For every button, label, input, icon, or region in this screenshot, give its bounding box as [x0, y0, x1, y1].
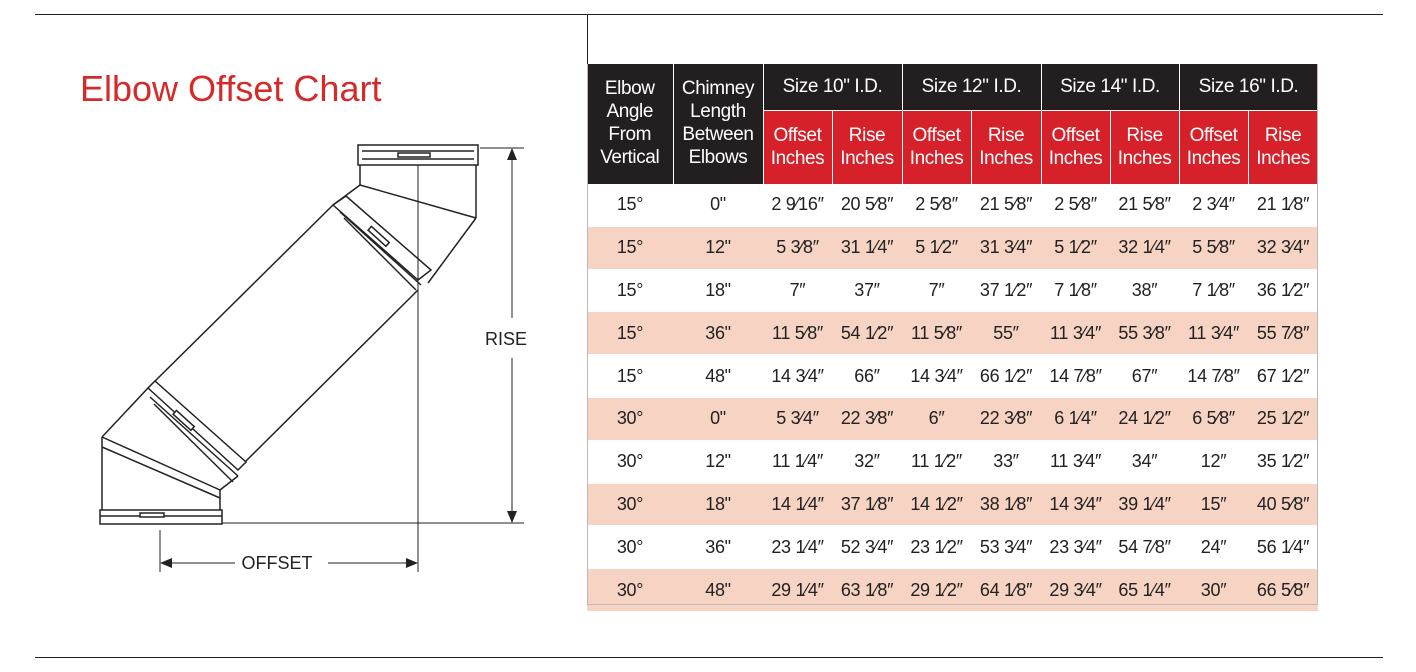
table-cell: 7″	[763, 269, 832, 312]
table-cell: 14 7⁄8″	[1179, 355, 1248, 398]
table-cell: 5 5⁄8″	[1179, 226, 1248, 269]
table-cell: 66 5⁄8″	[1248, 569, 1318, 612]
table-cell: 15°	[587, 269, 673, 312]
subheader-offset: Offset Inches	[902, 111, 971, 185]
table-cell: 67 1⁄2″	[1248, 355, 1318, 398]
table-cell: 23 1⁄4″	[763, 526, 832, 569]
subheader-rise: Rise Inches	[1248, 111, 1318, 185]
table-cell: 7″	[902, 269, 971, 312]
table-cell: 11 3⁄4″	[1041, 312, 1110, 355]
table-cell: 12"	[673, 440, 763, 483]
table-cell: 48"	[673, 355, 763, 398]
table-cell: 31 3⁄4″	[971, 226, 1041, 269]
table-cell: 29 1⁄2″	[902, 569, 971, 612]
table-cell: 0"	[673, 184, 763, 226]
table-cell: 55 7⁄8″	[1248, 312, 1318, 355]
table-cell: 5 1⁄2″	[1041, 226, 1110, 269]
table-cell: 32 1⁄4″	[1110, 226, 1179, 269]
table-cell: 36 1⁄2″	[1248, 269, 1318, 312]
table-cell: 2 3⁄4″	[1179, 184, 1248, 226]
table-cell: 14 1⁄4″	[763, 483, 832, 526]
table-cell: 0"	[673, 397, 763, 440]
table-cell: 2 5⁄8″	[902, 184, 971, 226]
table-cell: 37 1⁄8″	[832, 483, 902, 526]
table-cell: 54 1⁄2″	[832, 312, 902, 355]
header-size-10: Size 10" I.D.	[763, 64, 902, 111]
subheader-rise: Rise Inches	[832, 111, 902, 185]
table-cell: 40 5⁄8″	[1248, 483, 1318, 526]
table-cell: 25 1⁄2″	[1248, 397, 1318, 440]
header-size-14: Size 14" I.D.	[1041, 64, 1179, 111]
table-cell: 55 3⁄8″	[1110, 312, 1179, 355]
table-cell: 31 1⁄4″	[832, 226, 902, 269]
table-body	[587, 184, 1318, 611]
table-cell: 38 1⁄8″	[971, 483, 1041, 526]
table-cell: 14 3⁄4″	[1041, 483, 1110, 526]
table-cell: 6 1⁄4″	[1041, 397, 1110, 440]
table-cell: 11 3⁄4″	[1179, 312, 1248, 355]
table-cell: 15°	[587, 184, 673, 226]
header-elbow-angle: Elbow Angle From Vertical	[587, 64, 673, 184]
elbow-offset-table	[587, 64, 1319, 612]
table-cell: 36"	[673, 526, 763, 569]
table-cell: 39 1⁄4″	[1110, 483, 1179, 526]
table-cell: 56 1⁄4″	[1248, 526, 1318, 569]
table-cell: 34″	[1110, 440, 1179, 483]
table-cell: 7 1⁄8″	[1179, 269, 1248, 312]
table-cell: 15″	[1179, 483, 1248, 526]
table-cell: 21 5⁄8″	[1110, 184, 1179, 226]
table-cell: 22 3⁄8″	[832, 397, 902, 440]
table-cell: 11 5⁄8″	[763, 312, 832, 355]
table-cell: 20 5⁄8″	[832, 184, 902, 226]
table-cell: 54 7⁄8″	[1110, 526, 1179, 569]
table-cell: 15°	[587, 226, 673, 269]
table-cell: 5 3⁄8″	[763, 226, 832, 269]
offset-table-container	[587, 64, 1319, 612]
table-row	[587, 312, 1318, 355]
table-row	[587, 526, 1318, 569]
subheader-offset: Offset Inches	[763, 111, 832, 185]
table-row	[587, 355, 1318, 398]
table-cell: 48"	[673, 569, 763, 612]
table-cell: 32″	[832, 440, 902, 483]
table-cell: 15°	[587, 312, 673, 355]
table-cell: 32 3⁄4″	[1248, 226, 1318, 269]
table-cell: 36"	[673, 312, 763, 355]
table-cell: 64 1⁄8″	[971, 569, 1041, 612]
table-cell: 2 5⁄8″	[1041, 184, 1110, 226]
table-cell: 14 1⁄2″	[902, 483, 971, 526]
table-cell: 21 1⁄8″	[1248, 184, 1318, 226]
header-divider	[587, 14, 588, 64]
table-cell: 18"	[673, 483, 763, 526]
table-cell: 24 1⁄2″	[1110, 397, 1179, 440]
table-cell: 21 5⁄8″	[971, 184, 1041, 226]
elbow-offset-diagram	[0, 0, 587, 672]
table-cell: 63 1⁄8″	[832, 569, 902, 612]
table-row	[587, 184, 1318, 226]
table-cell: 30°	[587, 569, 673, 612]
table-cell: 35 1⁄2″	[1248, 440, 1318, 483]
table-cell: 2 9⁄16″	[763, 184, 832, 226]
table-cell: 7 1⁄8″	[1041, 269, 1110, 312]
table-cell: 14 7⁄8″	[1041, 355, 1110, 398]
subheader-offset: Offset Inches	[1041, 111, 1110, 185]
table-cell: 5 3⁄4″	[763, 397, 832, 440]
rise-label: RISE	[484, 329, 528, 349]
table-cell: 14 3⁄4″	[763, 355, 832, 398]
table-cell: 24″	[1179, 526, 1248, 569]
table-cell: 6″	[902, 397, 971, 440]
table-cell: 15°	[587, 355, 673, 398]
table-cell: 66″	[832, 355, 902, 398]
table-cell: 12"	[673, 226, 763, 269]
table-cell: 30°	[587, 526, 673, 569]
table-cell: 14 3⁄4″	[902, 355, 971, 398]
table-cell: 66 1⁄2″	[971, 355, 1041, 398]
table-cell: 23 1⁄2″	[902, 526, 971, 569]
page-title: Elbow Offset Chart	[80, 68, 382, 109]
table-cell: 30°	[587, 397, 673, 440]
table-row	[587, 569, 1318, 612]
table-cell: 53 3⁄4″	[971, 526, 1041, 569]
table-cell: 6 5⁄8″	[1179, 397, 1248, 440]
table-cell: 22 3⁄8″	[971, 397, 1041, 440]
table-cell: 55″	[971, 312, 1041, 355]
table-cell: 67″	[1110, 355, 1179, 398]
table-cell: 33″	[971, 440, 1041, 483]
table-row	[587, 226, 1318, 269]
table-cell: 18"	[673, 269, 763, 312]
header-size-16: Size 16" I.D.	[1179, 64, 1318, 111]
header-size-12: Size 12" I.D.	[902, 64, 1041, 111]
table-row	[587, 483, 1318, 526]
table-row	[587, 440, 1318, 483]
subheader-rise: Rise Inches	[971, 111, 1041, 185]
table-cell: 11 5⁄8″	[902, 312, 971, 355]
table-cell: 11 1⁄2″	[902, 440, 971, 483]
subheader-rise: Rise Inches	[1110, 111, 1179, 185]
table-cell: 52 3⁄4″	[832, 526, 902, 569]
table-cell: 30°	[587, 440, 673, 483]
table-cell: 12″	[1179, 440, 1248, 483]
subheader-offset: Offset Inches	[1179, 111, 1248, 185]
table-cell: 23 3⁄4″	[1041, 526, 1110, 569]
table-cell: 29 3⁄4″	[1041, 569, 1110, 612]
table-row	[587, 397, 1318, 440]
offset-label: OFFSET	[241, 553, 313, 573]
table-row	[587, 269, 1318, 312]
table-cell: 11 1⁄4″	[763, 440, 832, 483]
table-cell: 29 1⁄4″	[763, 569, 832, 612]
table-cell: 37 1⁄2″	[971, 269, 1041, 312]
table-cell: 5 1⁄2″	[902, 226, 971, 269]
table-cell: 30°	[587, 483, 673, 526]
table-cell: 37″	[832, 269, 902, 312]
table-cell: 65 1⁄4″	[1110, 569, 1179, 612]
table-cell: 38″	[1110, 269, 1179, 312]
table-cell: 11 3⁄4″	[1041, 440, 1110, 483]
table-cell: 30″	[1179, 569, 1248, 612]
header-chimney-length: Chimney Length Between Elbows	[673, 64, 763, 184]
